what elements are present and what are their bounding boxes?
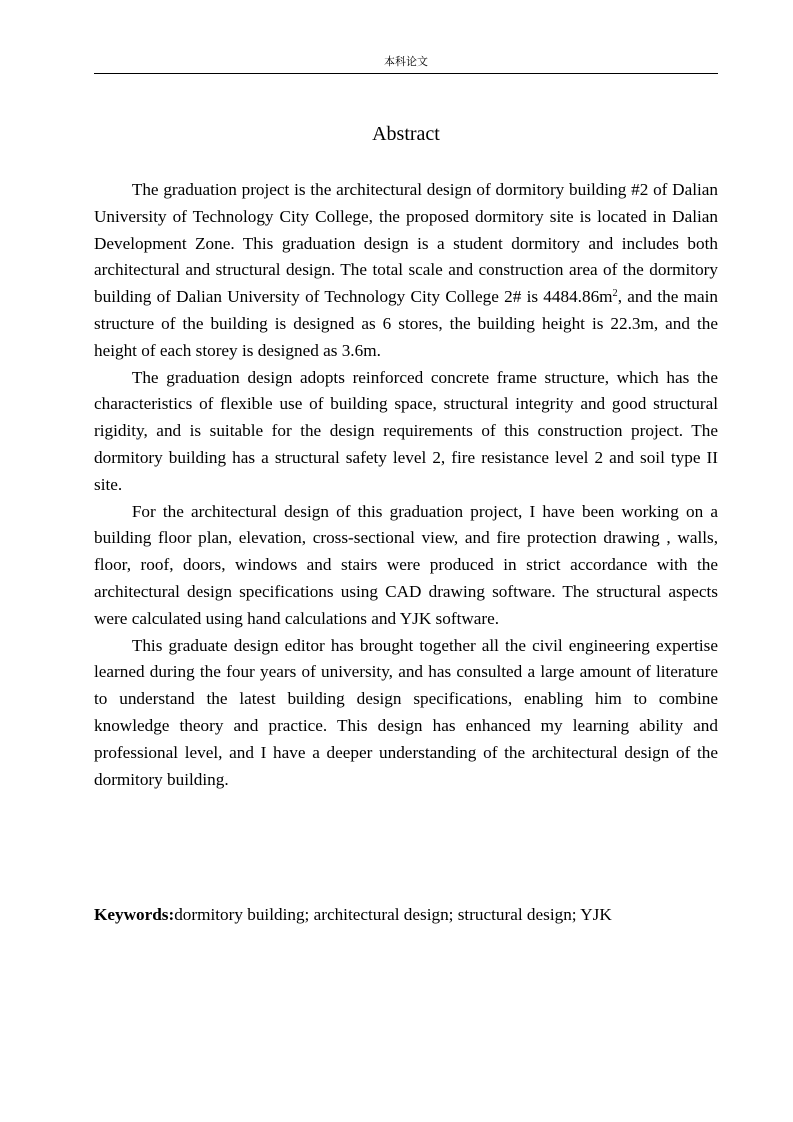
keywords-label: Keywords: xyxy=(94,905,175,924)
abstract-paragraph-4: This graduate design editor has brought together all the civil engineering expertise learned during the four years of university, and has consulted a large amount of literature to understand the latest building design specifications, enabling him to combine knowledge theory and practice. This design has enhanced my learning ability and professional level, and I have a deeper understanding of the architectural design of the dormitory building. xyxy=(94,635,718,789)
paragraph-1-text-start: The graduation project is the architectural design of dormitory building #2 of Dalian University of Technology City College, the proposed dormitory site is located in Dalian Development Zone. This graduation design is a student dormitory and includes both architectural and structural design. The total scale and construction area of the dormitory building of Dalian University of Technology City College 2# is 4484.86m xyxy=(94,180,718,307)
keywords-text: dormitory building; architectural design; structural design; YJK xyxy=(174,905,612,924)
page-header: 本科论文 xyxy=(384,55,428,68)
abstract-paragraph-1 xyxy=(94,177,718,365)
abstract-paragraph-2: The graduation design adopts reinforced concrete frame structure, which has the characteristics of flexible use of building space, structural integrity and good structural rigidity, and is suitable for the design requirements of this construction project. The dormitory building has a structural safety level 2, fire resistance level 2 and soil type II site. xyxy=(94,367,718,494)
abstract-title: Abstract xyxy=(372,123,440,145)
header-rule xyxy=(94,73,718,74)
abstract-paragraph-3: For the architectural design of this graduation project, I have been working on a building floor plan, elevation, cross-sectional view, and fire protection drawing , walls, floor, roof, doors, windows and stairs were produced in strict accordance with the architectural design specifications using CAD drawing software. The structural aspects were calculated using hand calculations and YJK software. xyxy=(94,501,718,628)
abstract-body xyxy=(94,177,718,793)
paragraph-1-text-end: , and the main structure of the building is designed as 6 stores, the building height is 22.3m, and the height of each storey is designed as 3.6m. xyxy=(94,287,718,360)
area-unit-superscript: 2 xyxy=(612,288,618,299)
keywords-line xyxy=(94,902,718,928)
